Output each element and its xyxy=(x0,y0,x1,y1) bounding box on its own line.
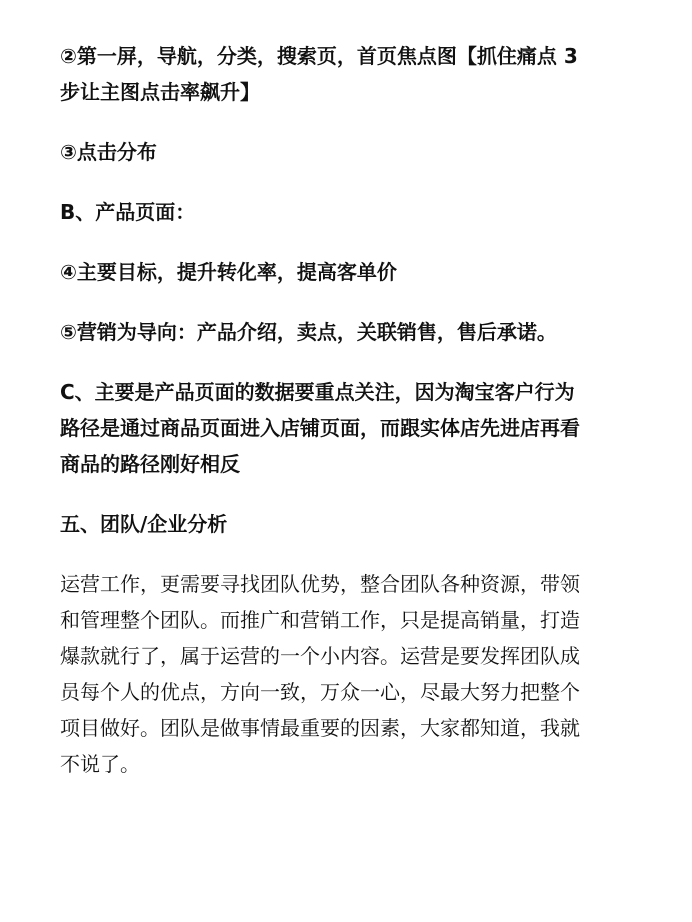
text-line: 商品的路径刚好相反 xyxy=(60,452,240,476)
heading-product-page xyxy=(60,194,650,230)
paragraph-main-goal xyxy=(60,254,650,290)
text-line: 项目做好。团队是做事情最重要的因素，大家都知道，我就 xyxy=(60,716,580,740)
text-line: 和管理整个团队。而推广和营销工作，只是提高销量，打造 xyxy=(60,608,580,632)
paragraph-click-distribution xyxy=(60,134,650,170)
text-line: ②第一屏，导航，分类，搜索页，首页焦点图【抓住痛点 3 xyxy=(60,44,578,68)
heading-team-analysis xyxy=(60,506,650,542)
document-body xyxy=(60,38,650,782)
text-line: 爆款就行了，属于运营的一个小内容。运营是要发挥团队成 xyxy=(60,644,580,668)
text-line: 运营工作，更需要寻找团队优势，整合团队各种资源，带领 xyxy=(60,572,580,596)
text-line: 五、团队/企业分析 xyxy=(60,512,228,536)
paragraph-marketing xyxy=(60,314,650,350)
text-line: ④主要目标，提升转化率，提高客单价 xyxy=(60,260,397,284)
paragraph-first-screen xyxy=(60,38,650,110)
paragraph-product-data xyxy=(60,374,650,482)
text-line: 路径是通过商品页面进入店铺页面，而跟实体店先进店再看 xyxy=(60,416,580,440)
text-line: ③点击分布 xyxy=(60,140,157,164)
text-line: C、主要是产品页面的数据要重点关注，因为淘宝客户行为 xyxy=(60,380,575,404)
text-line: 步让主图点击率飙升】 xyxy=(60,80,260,104)
text-line: B、产品页面： xyxy=(60,200,196,224)
text-line: 员每个人的优点，方向一致，万众一心，尽最大努力把整个 xyxy=(60,680,580,704)
paragraph-team-body xyxy=(60,566,650,782)
text-line: ⑤营销为导向：产品介绍，卖点，关联销售，售后承诺。 xyxy=(60,320,557,344)
text-line: 不说了。 xyxy=(60,752,140,776)
